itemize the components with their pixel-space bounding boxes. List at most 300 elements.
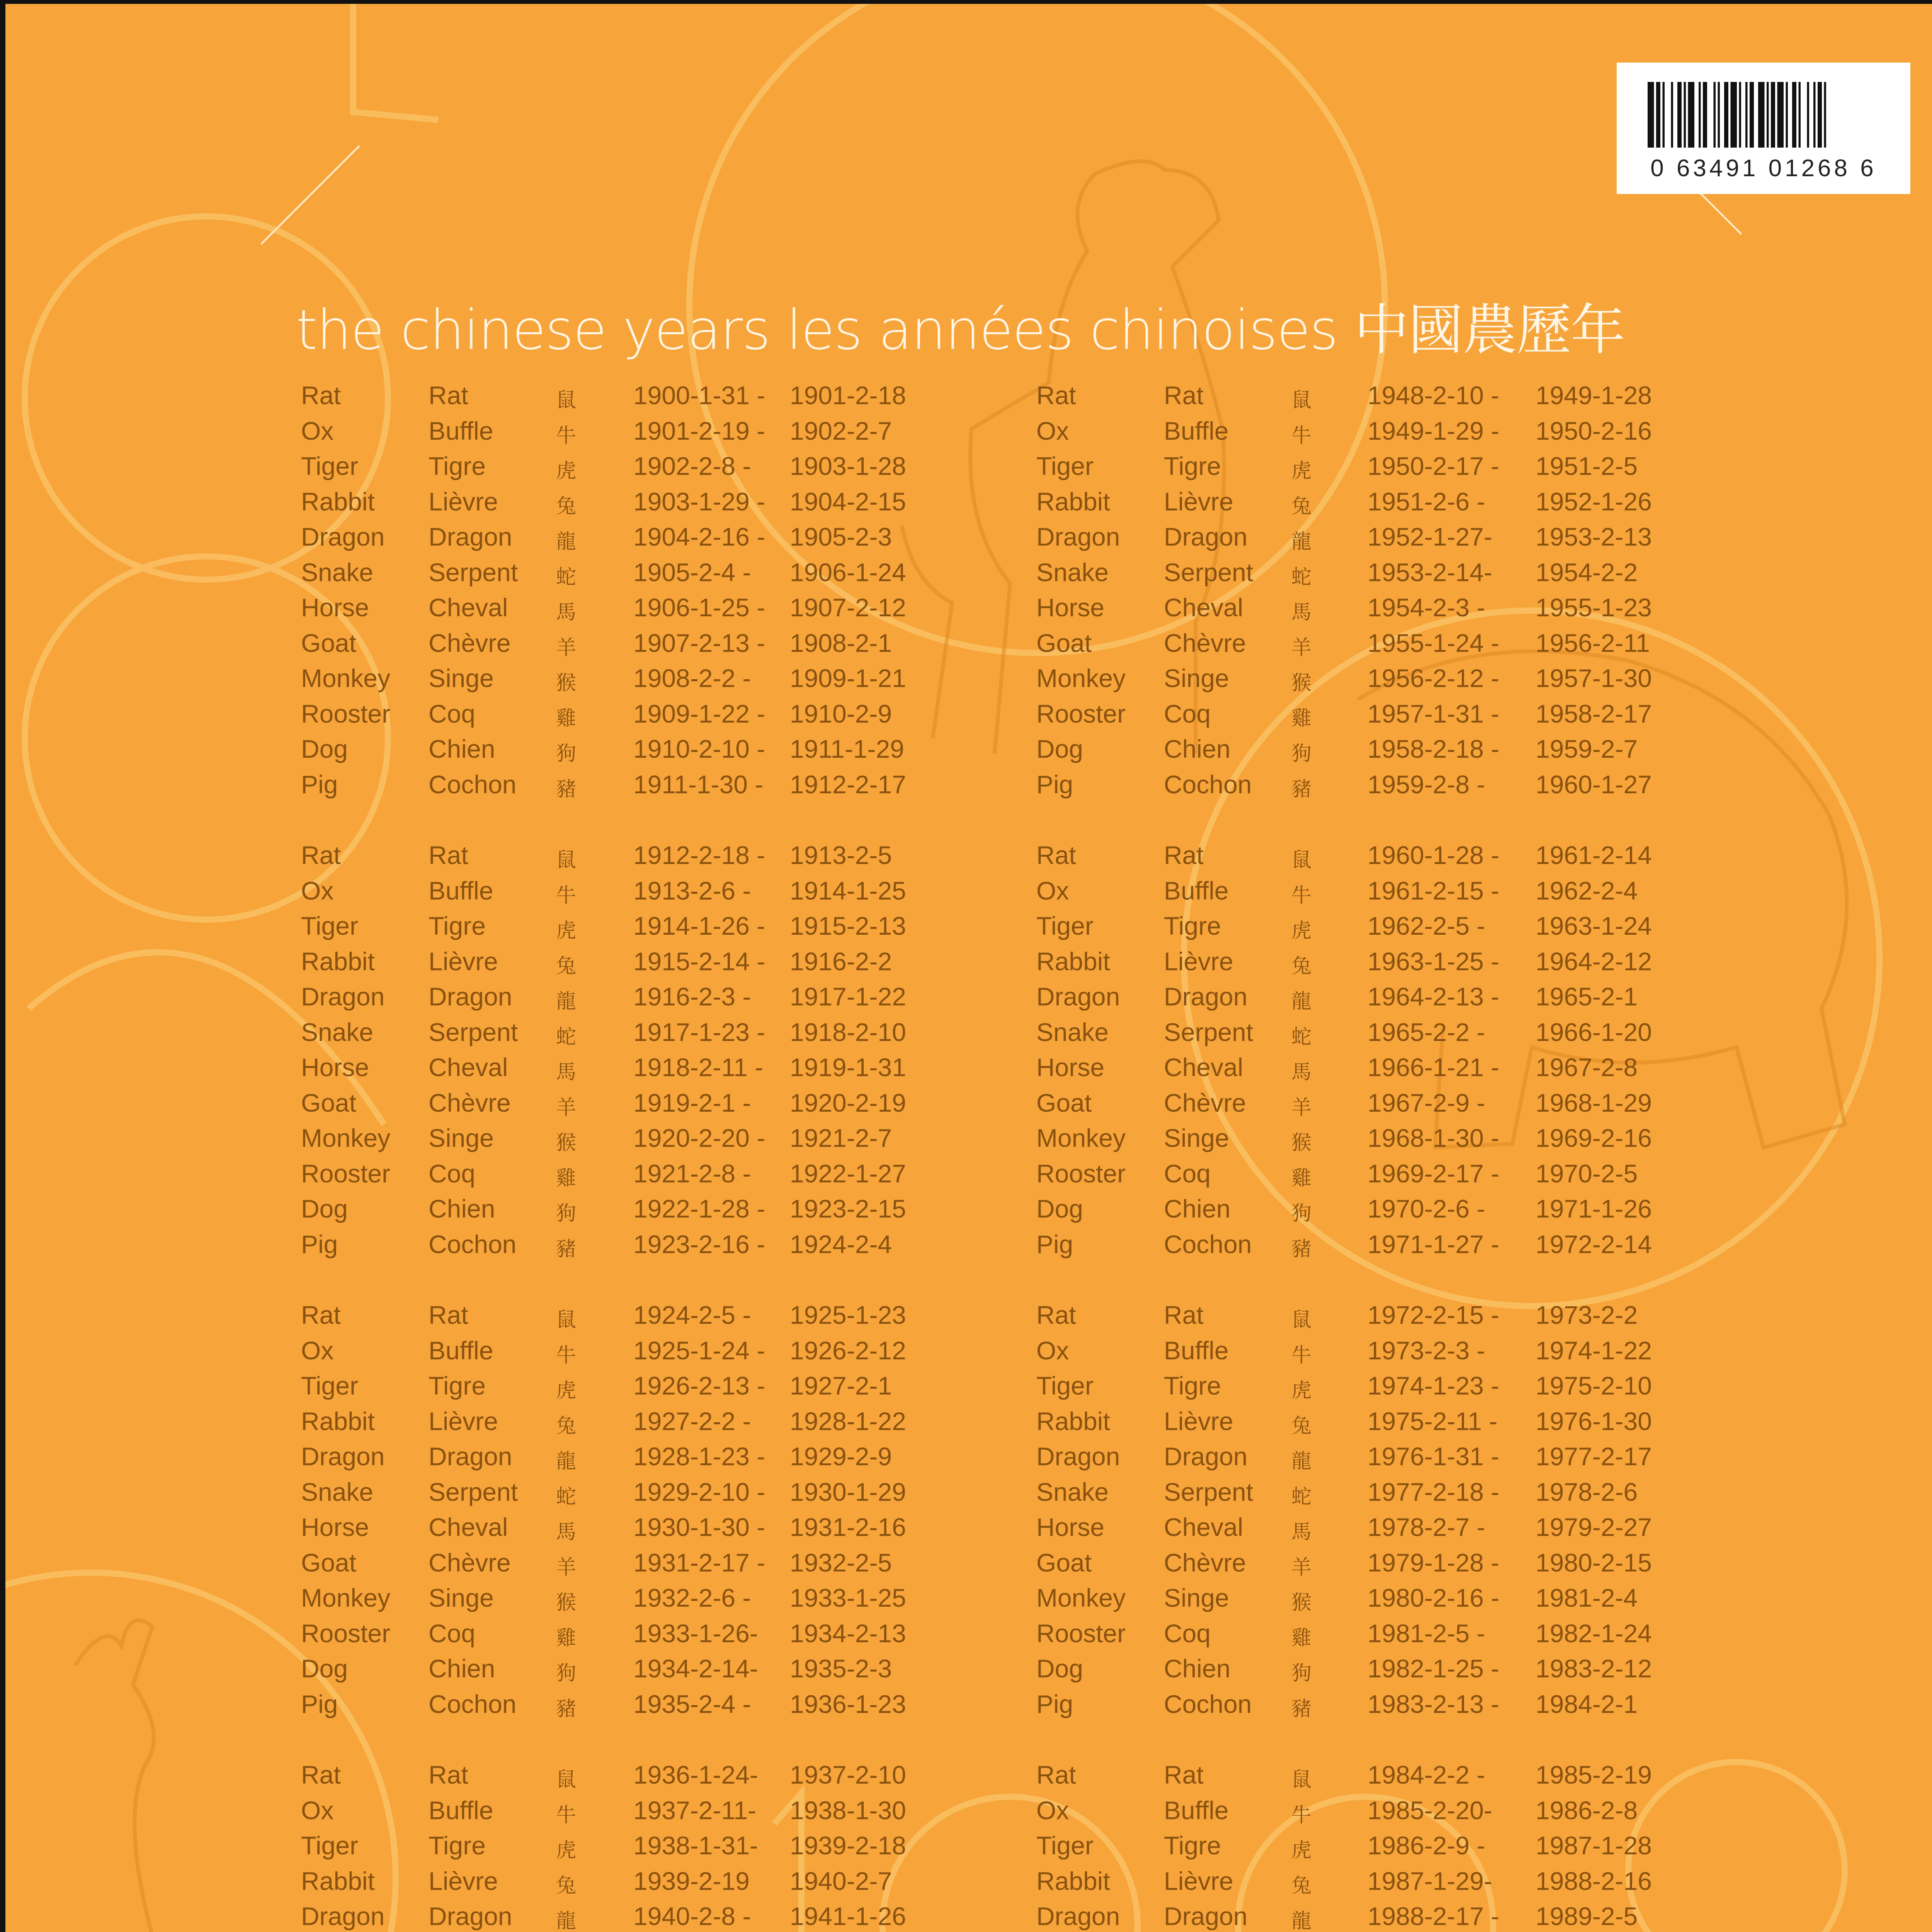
animal-name-french: Singe [429, 1583, 494, 1612]
animal-name-chinese: 馬 [1291, 1061, 1312, 1084]
animal-name-chinese: 猴 [556, 672, 577, 695]
start-date: 1922-1-28 - [633, 1194, 765, 1223]
animal-name-french: Cochon [429, 1230, 517, 1259]
start-date: 1914-1-26 - [633, 912, 765, 940]
animal-name-french: Rat [1164, 1760, 1204, 1789]
end-date: 1985-2-19 [1536, 1760, 1652, 1789]
animal-name-english: Goat [1036, 628, 1092, 657]
animal-name-english: Monkey [301, 1124, 391, 1152]
barcode-bar [1688, 82, 1695, 148]
animal-name-english: Horse [1036, 1053, 1105, 1082]
animal-name-french: Serpent [1164, 1477, 1253, 1506]
animal-name-french: Dragon [429, 982, 512, 1011]
start-date: 1964-2-13 - [1367, 982, 1500, 1011]
start-date: 1934-2-14- [633, 1654, 758, 1683]
animal-name-english: Tiger [301, 1371, 358, 1400]
animal-name-french: Cochon [429, 1689, 517, 1718]
animal-name-french: Cheval [1164, 1053, 1243, 1082]
end-date: 1978-2-6 [1536, 1477, 1638, 1506]
animal-name-english: Goat [1036, 1088, 1092, 1117]
start-date: 1987-1-29- [1367, 1866, 1492, 1895]
animal-name-chinese: 牛 [1291, 1344, 1312, 1367]
barcode-bar [1677, 82, 1682, 148]
animal-name-chinese: 鼠 [1291, 849, 1312, 872]
barcode-bar [1663, 82, 1665, 148]
animal-name-english: Goat [301, 628, 357, 657]
start-date: 1951-2-6 - [1367, 487, 1485, 516]
animal-name-english: Snake [301, 1017, 374, 1046]
start-date: 1902-2-8 - [633, 452, 751, 480]
pig-medallion-circle [1184, 611, 1879, 1306]
barcode-bar [1656, 82, 1660, 148]
end-date: 1901-2-18 [790, 381, 906, 410]
animal-name-chinese: 牛 [556, 884, 577, 907]
animal-name-chinese: 鼠 [556, 1308, 577, 1332]
animal-name-english: Rat [301, 1760, 341, 1789]
animal-name-english: Dog [301, 1654, 348, 1683]
animal-name-english: Rooster [301, 1619, 391, 1648]
animal-name-french: Coq [1164, 1159, 1211, 1188]
animal-name-english: Ox [301, 1796, 334, 1825]
animal-name-chinese: 狗 [556, 1202, 577, 1225]
start-date: 1923-2-16 - [633, 1230, 765, 1259]
animal-name-english: Dog [1036, 1194, 1083, 1223]
start-date: 1910-2-10 - [633, 735, 765, 763]
animal-name-french: Dragon [429, 1902, 512, 1930]
animal-name-english: Monkey [1036, 1124, 1126, 1152]
start-date: 1903-1-29 - [633, 487, 765, 516]
barcode-bar [1771, 82, 1775, 148]
animal-name-english: Goat [301, 1088, 357, 1117]
end-date: 1934-2-13 [790, 1619, 906, 1648]
animal-name-english: Rabbit [1036, 1406, 1110, 1435]
start-date: 1965-2-2 - [1367, 1017, 1485, 1046]
start-date: 1979-1-28 - [1367, 1548, 1500, 1577]
start-date: 1918-2-11 - [633, 1053, 764, 1082]
animal-name-chinese: 牛 [1291, 1803, 1312, 1827]
animal-name-chinese: 豬 [556, 777, 577, 801]
start-date: 1932-2-6 - [633, 1583, 751, 1612]
start-date: 1986-2-9 - [1367, 1831, 1485, 1860]
start-date: 1956-2-12 - [1367, 664, 1500, 692]
end-date: 1913-2-5 [790, 841, 892, 869]
start-date: 1939-2-19 [633, 1866, 750, 1895]
animal-name-english: Rat [301, 381, 341, 410]
end-date: 1936-1-23 [790, 1689, 906, 1718]
animal-name-chinese: 羊 [556, 1096, 577, 1119]
start-date: 1972-2-15 - [1367, 1301, 1500, 1329]
start-date: 1906-1-25 - [633, 593, 765, 622]
animal-name-chinese: 鼠 [556, 389, 577, 412]
animal-name-chinese: 猴 [556, 1591, 577, 1614]
animal-name-french: Dragon [1164, 522, 1248, 551]
animal-name-chinese: 雞 [556, 707, 577, 730]
animal-name-chinese: 龍 [1291, 1910, 1312, 1932]
start-date: 1931-2-17 - [633, 1548, 765, 1577]
end-date: 1937-2-10 [790, 1760, 906, 1789]
barcode-bar [1699, 82, 1701, 148]
animal-name-french: Rat [429, 1301, 468, 1329]
end-date: 1983-2-12 [1536, 1654, 1652, 1683]
end-date: 1904-2-15 [790, 487, 906, 516]
animal-name-english: Tiger [1036, 1831, 1094, 1860]
animal-name-english: Tiger [301, 912, 358, 940]
animal-name-english: Dog [301, 735, 348, 763]
animal-name-chinese: 鼠 [1291, 1308, 1312, 1332]
animal-name-french: Tigre [1164, 1831, 1221, 1860]
animal-name-english: Rabbit [1036, 487, 1110, 516]
end-date: 1910-2-9 [790, 699, 892, 728]
animal-name-english: Rooster [301, 699, 391, 728]
animal-name-chinese: 龍 [556, 990, 577, 1013]
start-date: 1916-2-3 - [633, 982, 751, 1011]
end-date: 1970-2-5 [1536, 1159, 1638, 1188]
end-date: 1940-2-7 [790, 1866, 892, 1895]
animal-name-english: Snake [301, 558, 374, 587]
start-date: 1968-1-30 - [1367, 1124, 1500, 1152]
end-date: 1931-2-16 [790, 1513, 906, 1541]
start-date: 1912-2-18 - [633, 841, 765, 869]
start-date: 1948-2-10 - [1367, 381, 1500, 410]
start-date: 1973-2-3 - [1367, 1336, 1485, 1365]
animal-name-french: Buffle [429, 1796, 493, 1825]
end-date: 1912-2-17 [790, 770, 906, 799]
animal-name-chinese: 兔 [1291, 1874, 1312, 1898]
animal-name-chinese: 兔 [556, 954, 577, 978]
end-date: 1969-2-16 [1536, 1124, 1652, 1152]
end-date: 1982-1-24 [1536, 1619, 1652, 1648]
animal-name-french: Lièvre [429, 947, 498, 976]
animal-name-chinese: 蛇 [1291, 1025, 1312, 1049]
start-date: 1933-1-26- [633, 1619, 758, 1648]
end-date: 1925-1-23 [790, 1301, 906, 1329]
end-date: 1911-1-29 [790, 735, 905, 763]
animal-name-chinese: 狗 [1291, 1202, 1312, 1225]
start-date: 1938-1-31- [633, 1831, 758, 1860]
animal-name-english: Monkey [1036, 1583, 1126, 1612]
start-date: 1969-2-17 - [1367, 1159, 1500, 1188]
animal-name-chinese: 虎 [1291, 1379, 1312, 1402]
animal-name-french: Singe [1164, 1124, 1229, 1152]
animal-name-english: Dog [1036, 1654, 1083, 1683]
animal-name-chinese: 羊 [1291, 1556, 1312, 1579]
end-date: 1964-2-12 [1536, 947, 1652, 976]
end-date: 1965-2-1 [1536, 982, 1638, 1011]
animal-name-french: Chien [1164, 735, 1231, 763]
start-date: 1988-2-17 - [1367, 1902, 1500, 1930]
animal-name-chinese: 龍 [556, 530, 577, 553]
start-date: 1957-1-31 - [1367, 699, 1500, 728]
end-date: 1963-1-24 [1536, 912, 1652, 940]
animal-name-english: Rat [1036, 1760, 1076, 1789]
animal-name-english: Dog [301, 1194, 348, 1223]
end-date: 1976-1-30 [1536, 1406, 1652, 1435]
animal-name-english: Dragon [1036, 1902, 1120, 1930]
start-date: 1907-2-13 - [633, 628, 765, 657]
barcode-bar [1750, 82, 1754, 148]
animal-name-french: Singe [1164, 664, 1229, 692]
start-date: 1911-1-30 - [633, 770, 764, 799]
start-date: 1935-2-4 - [633, 1689, 751, 1718]
end-date: 1988-2-16 [1536, 1866, 1652, 1895]
animal-name-english: Rooster [1036, 1619, 1126, 1648]
start-date: 1967-2-9 - [1367, 1088, 1485, 1117]
animal-name-english: Rabbit [301, 487, 375, 516]
animal-name-chinese: 羊 [1291, 1096, 1312, 1119]
stamp-pack-back-cover [5, 4, 1932, 1932]
animal-name-english: Ox [301, 1336, 334, 1365]
animal-name-english: Rooster [301, 1159, 391, 1188]
animal-name-english: Monkey [1036, 664, 1126, 692]
barcode-bar [1818, 82, 1822, 148]
end-date: 1905-2-3 [790, 522, 892, 551]
animal-name-chinese: 馬 [556, 601, 577, 624]
end-date: 1933-1-25 [790, 1583, 906, 1612]
end-date: 1953-2-13 [1536, 522, 1652, 551]
end-date: 1935-2-3 [790, 1654, 892, 1683]
animal-name-french: Buffle [1164, 1796, 1229, 1825]
animal-name-english: Snake [301, 1477, 374, 1506]
end-date: 1930-1-29 [790, 1477, 906, 1506]
start-date: 1919-2-1 - [633, 1088, 751, 1117]
end-date: 1906-1-24 [790, 558, 906, 587]
end-date: 1958-2-17 [1536, 699, 1652, 728]
end-date: 1914-1-25 [790, 876, 906, 905]
rooster-icon [29, 1620, 158, 1932]
animal-name-chinese: 兔 [1291, 495, 1312, 518]
animal-name-english: Tiger [1036, 452, 1094, 480]
animal-name-french: Chèvre [429, 628, 511, 657]
start-date: 1921-2-8 - [633, 1159, 751, 1188]
end-date: 1968-1-29 [1536, 1088, 1652, 1117]
animal-name-french: Cochon [1164, 770, 1252, 799]
barcode-bar [1718, 82, 1720, 148]
barcode-bar [1671, 82, 1673, 148]
animal-name-english: Rat [1036, 381, 1076, 410]
animal-name-english: Horse [301, 1053, 369, 1082]
animal-name-chinese: 牛 [556, 1803, 577, 1827]
animal-name-chinese: 牛 [556, 424, 577, 447]
animal-name-french: Cochon [1164, 1689, 1252, 1718]
barcode-bar [1703, 82, 1707, 148]
animal-name-english: Pig [301, 770, 338, 799]
animal-name-english: Tiger [301, 1831, 358, 1860]
end-date: 1952-1-26 [1536, 487, 1652, 516]
animal-name-english: Ox [301, 876, 334, 905]
animal-name-english: Dog [1036, 735, 1083, 763]
animal-name-french: Cheval [1164, 1513, 1243, 1541]
animal-name-chinese: 狗 [556, 742, 577, 765]
barcode-bars [1648, 82, 1879, 151]
animal-name-french: Serpent [429, 1477, 518, 1506]
end-date: 1972-2-14 [1536, 1230, 1652, 1259]
start-date: 1974-1-23 - [1367, 1371, 1500, 1400]
start-date: 1926-2-13 - [633, 1371, 765, 1400]
start-date: 1970-2-6 - [1367, 1194, 1485, 1223]
end-date: 1974-1-22 [1536, 1336, 1652, 1365]
animal-name-english: Tiger [1036, 912, 1094, 940]
start-date: 1929-2-10 - [633, 1477, 765, 1506]
animal-name-french: Chèvre [429, 1088, 511, 1117]
animal-name-chinese: 猴 [1291, 1131, 1312, 1155]
animal-name-chinese: 虎 [1291, 459, 1312, 483]
start-date: 1930-1-30 - [633, 1513, 765, 1541]
animal-name-chinese: 馬 [556, 1061, 577, 1084]
animal-name-chinese: 虎 [556, 919, 577, 942]
end-date: 1903-1-28 [790, 452, 906, 480]
end-date: 1980-2-15 [1536, 1548, 1652, 1577]
animal-name-english: Monkey [301, 1583, 391, 1612]
barcode-bar [1714, 82, 1716, 148]
start-date: 1961-2-15 - [1367, 876, 1500, 905]
end-date: 1975-2-10 [1536, 1371, 1652, 1400]
end-date: 1929-2-9 [790, 1442, 892, 1471]
animal-name-chinese: 虎 [556, 459, 577, 483]
barcode-bar [1767, 82, 1769, 148]
animal-name-french: Tigre [429, 1831, 486, 1860]
animal-name-french: Tigre [1164, 452, 1221, 480]
animal-name-english: Monkey [301, 664, 391, 692]
animal-name-chinese: 蛇 [556, 565, 577, 589]
animal-name-english: Horse [1036, 1513, 1105, 1541]
animal-name-english: Snake [1036, 1017, 1109, 1046]
animal-name-french: Rat [1164, 1301, 1204, 1329]
animal-name-english: Pig [1036, 1689, 1073, 1718]
start-date: 1978-2-7 - [1367, 1513, 1485, 1541]
start-date: 1909-1-22 - [633, 699, 765, 728]
animal-name-french: Cochon [429, 770, 517, 799]
start-date: 1983-2-13 - [1367, 1689, 1500, 1718]
end-date: 1949-1-28 [1536, 381, 1652, 410]
animal-name-english: Tiger [1036, 1371, 1094, 1400]
start-date: 1976-1-31 - [1367, 1442, 1500, 1471]
animal-name-french: Chèvre [1164, 628, 1246, 657]
start-date: 1913-2-6 - [633, 876, 751, 905]
start-date: 1975-2-11 - [1367, 1406, 1498, 1435]
end-date: 1967-2-8 [1536, 1053, 1638, 1082]
end-date: 1966-1-20 [1536, 1017, 1652, 1046]
animal-name-french: Tigre [429, 452, 486, 480]
animal-name-french: Serpent [429, 558, 518, 587]
animal-name-english: Pig [1036, 1230, 1073, 1259]
end-date: 1957-1-30 [1536, 664, 1652, 692]
animal-name-chinese: 豬 [1291, 1237, 1312, 1261]
end-date: 1926-2-12 [790, 1336, 906, 1365]
watermark-numeral-fragment [353, 4, 438, 120]
animal-name-chinese: 牛 [1291, 424, 1312, 447]
animal-name-chinese: 虎 [1291, 1839, 1312, 1862]
animal-name-chinese: 雞 [556, 1167, 577, 1190]
animal-name-english: Dragon [301, 1442, 385, 1471]
end-date: 1954-2-2 [1536, 558, 1638, 587]
end-date: 1984-2-1 [1536, 1689, 1638, 1718]
start-date: 1949-1-29 - [1367, 416, 1500, 445]
animal-name-french: Chien [1164, 1194, 1231, 1223]
end-date: 1923-2-15 [790, 1194, 906, 1223]
animal-name-english: Ox [301, 416, 334, 445]
animal-name-english: Rooster [1036, 1159, 1126, 1188]
end-date: 1979-2-27 [1536, 1513, 1652, 1541]
animal-name-french: Cheval [429, 1513, 508, 1541]
end-date: 1919-1-31 [790, 1053, 906, 1082]
start-date: 1958-2-18 - [1367, 735, 1500, 763]
animal-name-chinese: 豬 [556, 1237, 577, 1261]
end-date: 1915-2-13 [790, 912, 906, 940]
end-date: 1959-2-7 [1536, 735, 1638, 763]
barcode-bar [1684, 82, 1686, 148]
end-date: 1927-2-1 [790, 1371, 892, 1400]
animal-name-english: Rabbit [1036, 947, 1110, 976]
end-date: 1939-2-18 [790, 1831, 906, 1860]
animal-name-french: Coq [1164, 699, 1211, 728]
end-date: 1950-2-16 [1536, 416, 1652, 445]
end-date: 1981-2-4 [1536, 1583, 1638, 1612]
start-date: 1904-2-16 - [633, 522, 765, 551]
barcode-digits: 0 63491 01268 6 [1650, 155, 1877, 182]
animal-name-french: Lièvre [429, 487, 498, 516]
animal-name-chinese: 蛇 [556, 1025, 577, 1049]
animal-name-french: Chèvre [1164, 1088, 1246, 1117]
animal-name-french: Rat [1164, 841, 1204, 869]
animal-name-chinese: 龍 [1291, 530, 1312, 553]
animal-name-chinese: 狗 [1291, 1662, 1312, 1685]
animal-name-chinese: 鼠 [556, 1768, 577, 1791]
barcode-bar [1648, 82, 1654, 148]
animal-name-french: Chèvre [429, 1548, 511, 1577]
start-date: 1936-1-24- [633, 1760, 758, 1789]
animal-name-chinese: 龍 [1291, 1450, 1312, 1473]
animal-name-chinese: 兔 [1291, 1414, 1312, 1438]
animal-name-french: Cheval [429, 593, 508, 622]
animal-name-chinese: 鼠 [556, 849, 577, 872]
animal-name-french: Tigre [1164, 1371, 1221, 1400]
start-date: 1915-2-14 - [633, 947, 765, 976]
end-date: 1962-2-4 [1536, 876, 1638, 905]
animal-name-english: Rabbit [301, 947, 375, 976]
animal-name-english: Horse [301, 1513, 369, 1541]
animal-name-english: Dragon [301, 522, 385, 551]
animal-name-french: Singe [1164, 1583, 1229, 1612]
barcode-bar [1724, 82, 1728, 148]
start-date: 1955-1-24 - [1367, 628, 1500, 657]
animal-name-chinese: 馬 [1291, 601, 1312, 624]
animal-name-french: Buffle [1164, 1336, 1229, 1365]
end-date: 1971-1-26 [1536, 1194, 1652, 1223]
animal-name-english: Rabbit [301, 1866, 375, 1895]
barcode-bar [1807, 82, 1810, 148]
animal-name-english: Rabbit [301, 1406, 375, 1435]
start-date: 1924-2-5 - [633, 1301, 751, 1329]
animal-name-english: Rat [1036, 1301, 1076, 1329]
animal-name-english: Ox [1036, 1336, 1069, 1365]
animal-name-chinese: 蛇 [556, 1485, 577, 1509]
barcode-bar [1758, 82, 1765, 148]
start-date: 1940-2-8 - [633, 1902, 751, 1930]
animal-name-french: Serpent [429, 1017, 518, 1046]
end-date: 1955-1-23 [1536, 593, 1652, 622]
animal-name-english: Horse [301, 593, 369, 622]
animal-name-english: Rat [301, 1301, 341, 1329]
animal-name-chinese: 豬 [556, 1697, 577, 1721]
animal-name-english: Rat [1036, 841, 1076, 869]
animal-name-chinese: 雞 [1291, 1167, 1312, 1190]
animal-name-french: Rat [429, 1760, 468, 1789]
end-date: 1902-2-7 [790, 416, 892, 445]
end-date: 1908-2-1 [790, 628, 892, 657]
animal-name-french: Buffle [1164, 416, 1229, 445]
animal-name-chinese: 龍 [556, 1910, 577, 1932]
barcode-bar [1799, 82, 1801, 148]
